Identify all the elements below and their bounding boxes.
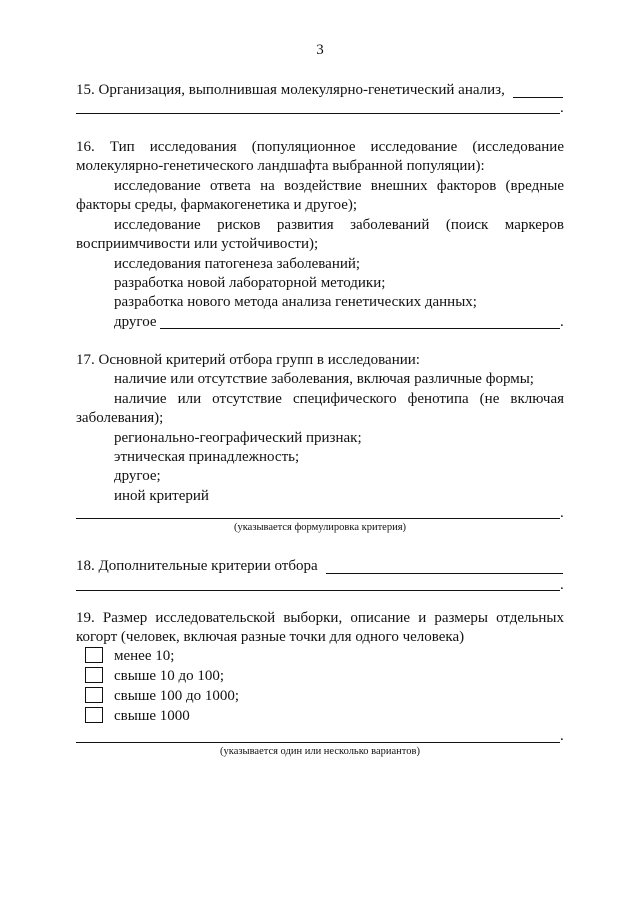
q16-option-external-factors-line1: исследование ответа на воздействие внешних факторов (вредные bbox=[114, 178, 564, 194]
q18-label: 18. Дополнительные критерии отбора bbox=[76, 558, 318, 574]
q16-option-disease-risks-line1: исследование рисков развития заболеваний (поиск маркеров bbox=[114, 217, 564, 233]
q19-title-line2: когорт (человек, включая разные точки для одного человека) bbox=[76, 629, 465, 645]
q16-option-pathogenesis: исследования патогенеза заболеваний; bbox=[114, 256, 361, 272]
q15-answer-line-1[interactable] bbox=[513, 97, 563, 98]
q19-answer-line[interactable] bbox=[76, 742, 560, 743]
q18-answer-line-2[interactable] bbox=[76, 590, 560, 591]
q19-option-10-to-100: свыше 10 до 100; bbox=[114, 668, 225, 684]
q19-checkbox-over-1000[interactable] bbox=[85, 707, 103, 723]
q19-checkbox-10-to-100[interactable] bbox=[85, 667, 103, 683]
q19-title-line1: 19. Размер исследовательской выборки, описание и размеры отдельных bbox=[76, 610, 564, 626]
q17-title: 17. Основной критерий отбора групп в исследовании: bbox=[76, 352, 420, 368]
q17-option-phenotype-line2: заболевания); bbox=[76, 410, 164, 426]
q18-end-dot: . bbox=[560, 577, 564, 593]
q16-option-other-label: другое bbox=[114, 314, 157, 330]
q16-end-dot: . bbox=[560, 314, 564, 330]
q19-checkbox-100-to-1000[interactable] bbox=[85, 687, 103, 703]
q19-option-over-1000: свыше 1000 bbox=[114, 708, 190, 724]
q18-answer-line-1[interactable] bbox=[326, 573, 563, 574]
q17-option-ethnic: этническая принадлежность; bbox=[114, 449, 300, 465]
q19-end-dot: . bbox=[560, 728, 564, 744]
q19-option-less-than-10: менее 10; bbox=[114, 648, 175, 664]
q15-label: 15. Организация, выполнившая молекулярно-генетический анализ, bbox=[76, 82, 505, 98]
q16-title-line2: молекулярно-генетического ландшафта выбранной популяции): bbox=[76, 158, 485, 174]
q17-caption: (указывается формулировка критерия) bbox=[233, 522, 407, 533]
q16-option-analysis-method: разработка нового метода анализа генетических данных; bbox=[114, 294, 477, 310]
q17-end-dot: . bbox=[560, 505, 564, 521]
q17-option-regional: регионально-географический признак; bbox=[114, 430, 362, 446]
page-number: 3 bbox=[316, 42, 324, 58]
q16-option-lab-method: разработка новой лабораторной методики; bbox=[114, 275, 386, 291]
q16-title-line1: 16. Тип исследования (популяционное исследование (исследование bbox=[76, 139, 564, 155]
q17-criterion-answer-line[interactable] bbox=[76, 518, 560, 519]
q17-option-disease: наличие или отсутствие заболевания, включая различные формы; bbox=[114, 371, 534, 387]
q19-caption: (указывается один или несколько вариантов) bbox=[220, 746, 420, 757]
q15-answer-line-2[interactable] bbox=[76, 113, 560, 114]
q16-other-answer-line[interactable] bbox=[160, 328, 560, 329]
q17-option-phenotype-line1: наличие или отсутствие специфического фенотипа (не включая bbox=[114, 391, 564, 407]
q19-option-100-to-1000: свыше 100 до 1000; bbox=[114, 688, 240, 704]
q16-option-external-factors-line2: факторы среды, фармакогенетика и другое); bbox=[76, 197, 358, 213]
q16-option-disease-risks-line2: восприимчивости или устойчивости); bbox=[76, 236, 319, 252]
q15-end-dot: . bbox=[560, 100, 564, 116]
q17-option-other-criterion: иной критерий bbox=[114, 488, 209, 504]
q19-checkbox-less-than-10[interactable] bbox=[85, 647, 103, 663]
q17-option-other: другое; bbox=[114, 468, 161, 484]
